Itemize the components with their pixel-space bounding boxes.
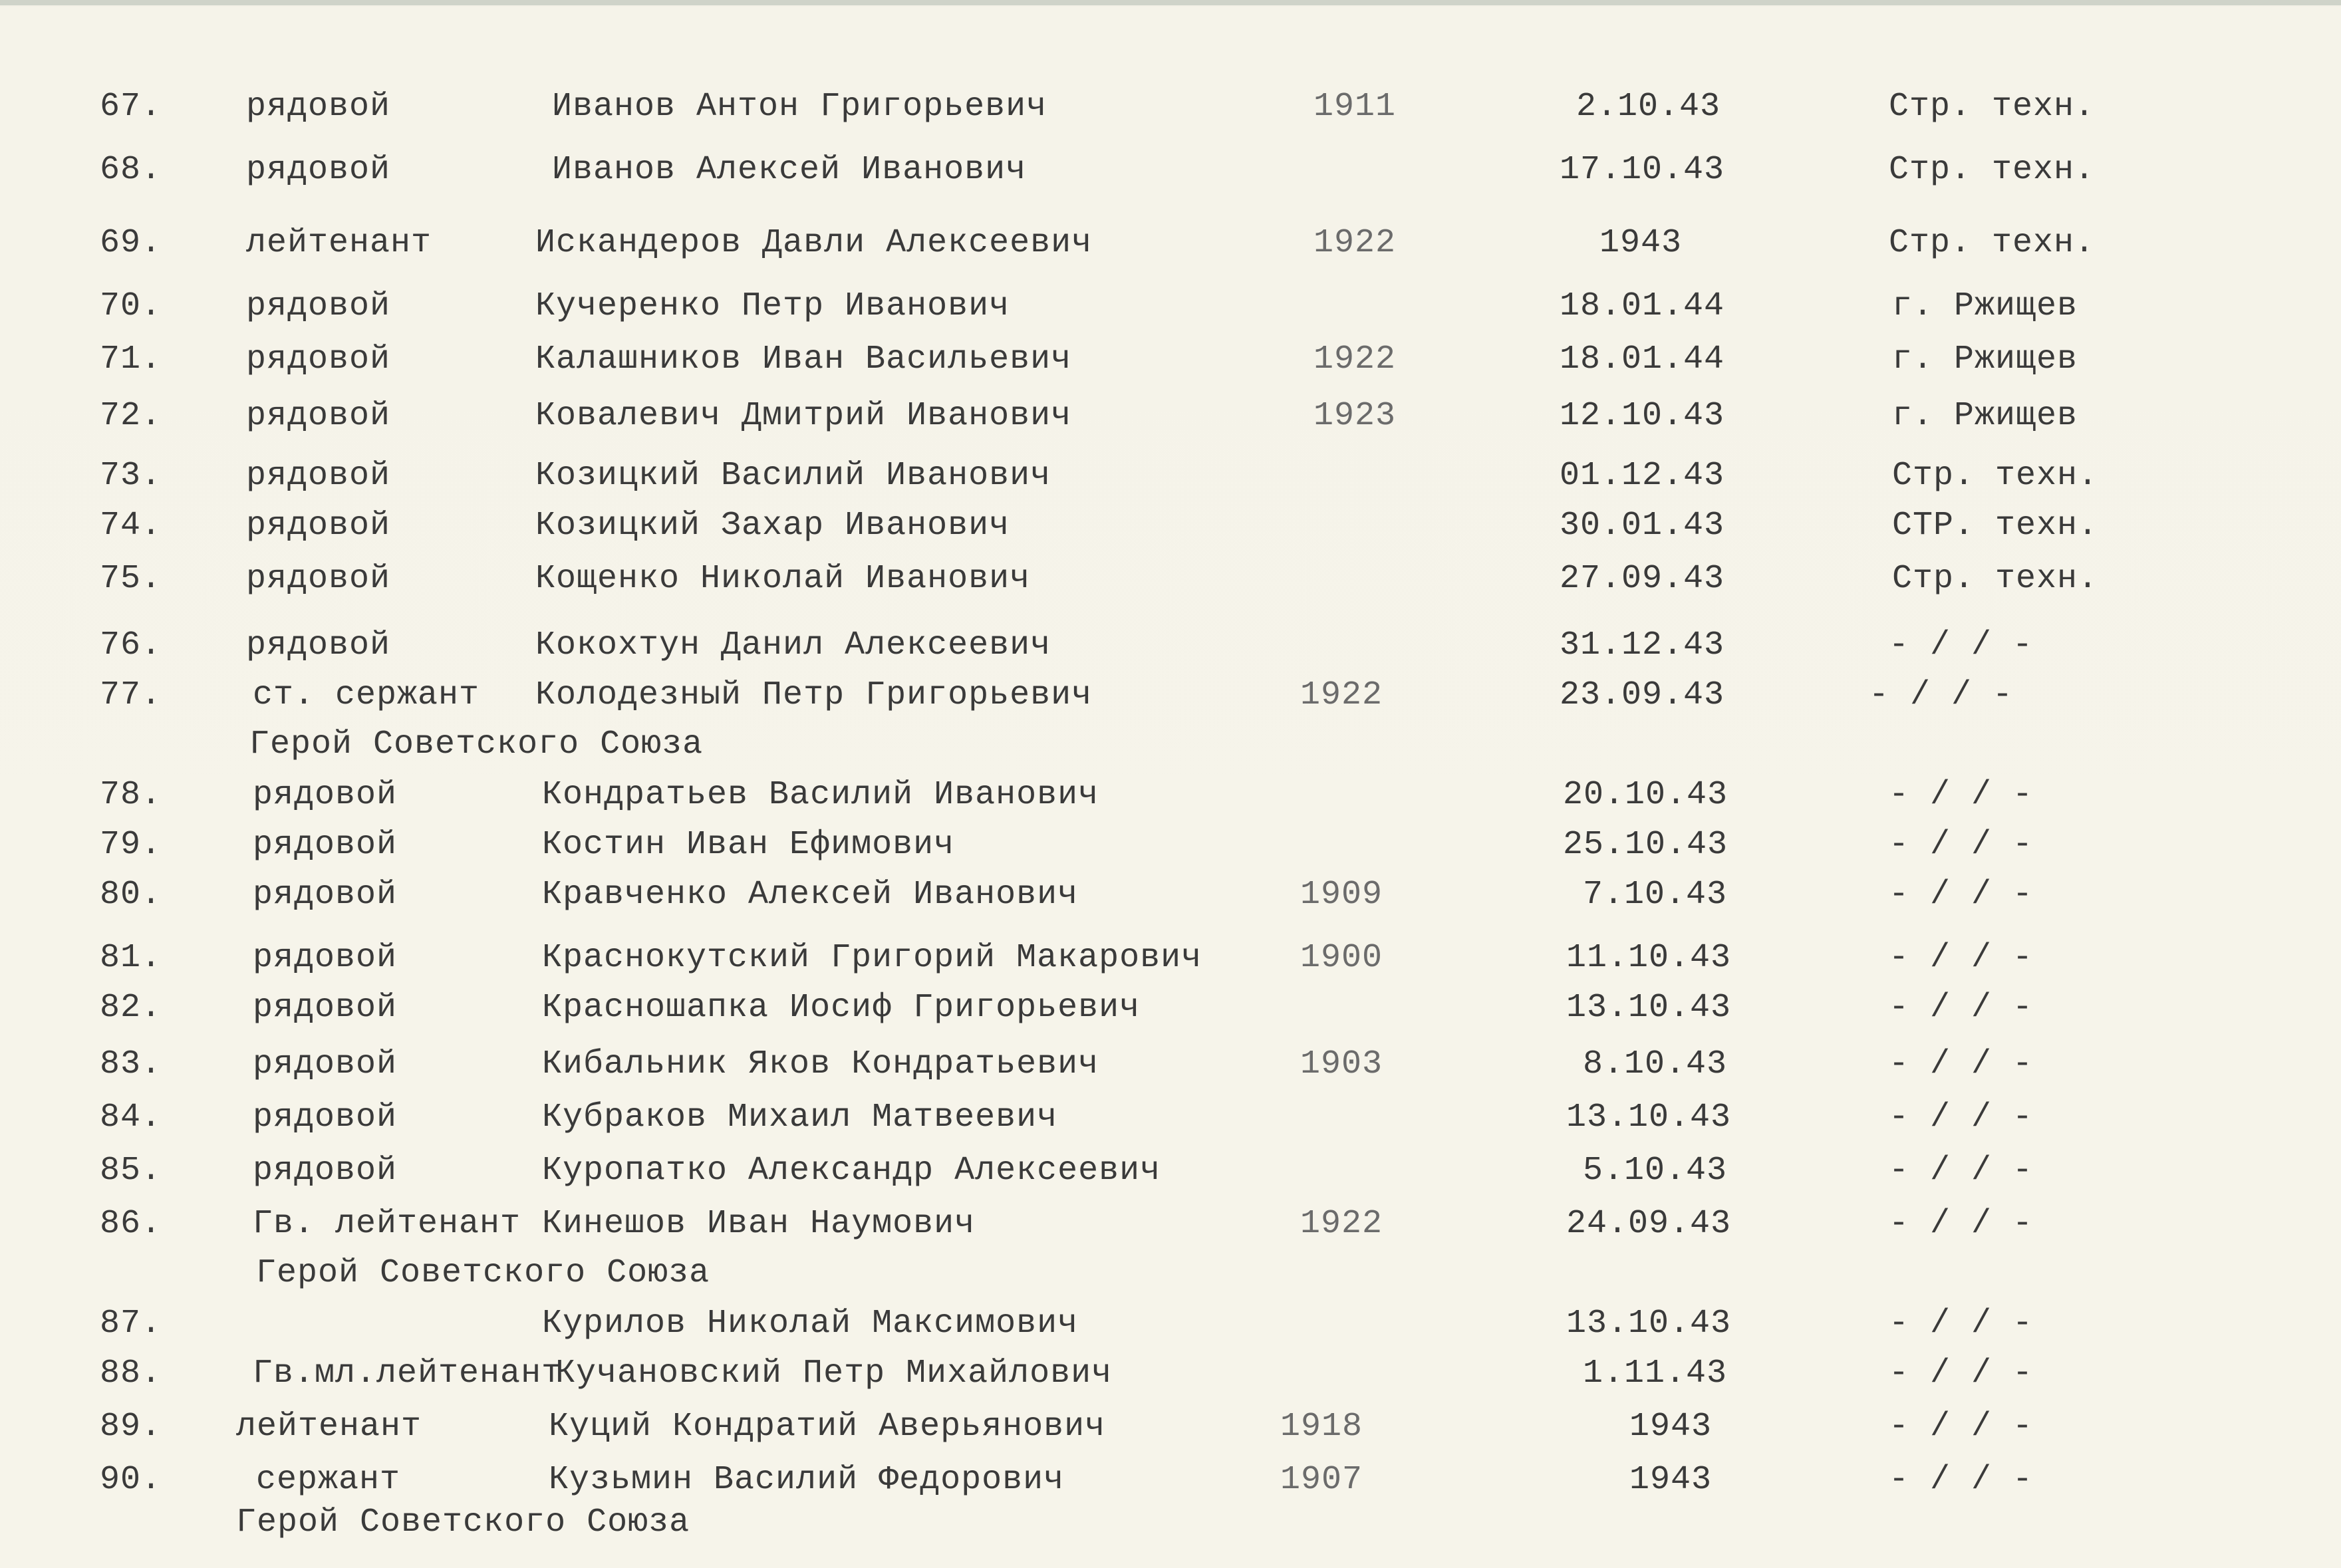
row-rank: рядовой (253, 826, 398, 864)
row-date: 27.09.43 (1560, 560, 1725, 598)
list-item (0, 984, 2341, 1032)
list-item (0, 672, 2341, 719)
row-number: 77. (100, 676, 162, 714)
row-place: - / / - (1889, 826, 2034, 864)
row-date: 12.10.43 (1560, 397, 1725, 435)
hero-note: Герой Советского Союза (249, 725, 704, 763)
row-place: г. Ржищев (1892, 287, 2078, 325)
row-year: 1911 (1313, 88, 1397, 126)
list-item (0, 1200, 2341, 1248)
row-name: Кондратьев Василий Иванович (542, 776, 1099, 814)
row-rank: лейтенант (246, 224, 432, 262)
row-name: Кучановский Петр Михайлович (555, 1355, 1113, 1392)
row-place: - / / - (1889, 1408, 2034, 1446)
row-number: 68. (100, 151, 162, 189)
row-place: г. Ржищев (1892, 340, 2078, 378)
row-name: Кибальник Яков Кондратьевич (542, 1045, 1099, 1083)
row-rank: Гв.мл.лейтенант (253, 1355, 563, 1392)
row-name: Куропатко Александр Алексеевич (542, 1152, 1161, 1190)
row-place: - / / - (1889, 1355, 2034, 1392)
list-item (0, 1094, 2341, 1142)
row-date: 13.10.43 (1566, 989, 1732, 1027)
row-number: 90. (100, 1461, 162, 1499)
row-year: 1922 (1300, 1205, 1383, 1243)
row-year: 1903 (1300, 1045, 1383, 1083)
row-rank: рядовой (246, 340, 391, 378)
row-rank: рядовой (246, 397, 391, 435)
row-number: 89. (100, 1408, 162, 1446)
row-year: 1907 (1280, 1461, 1363, 1499)
row-place: - / / - (1889, 876, 2034, 914)
hero-note: Герой Советского Союза (236, 1503, 690, 1541)
row-date: 01.12.43 (1560, 457, 1725, 495)
row-place: - / / - (1889, 1461, 2034, 1499)
row-place: - / / - (1889, 1045, 2034, 1083)
row-number: 81. (100, 939, 162, 977)
list-item (0, 1041, 2341, 1089)
row-rank: рядовой (246, 88, 391, 126)
row-date: 1.11.43 (1583, 1355, 1728, 1392)
row-number: 85. (100, 1152, 162, 1190)
row-name: Иванов Антон Григорьевич (552, 88, 1047, 126)
row-place: - / / - (1889, 776, 2034, 814)
row-name: Колодезный Петр Григорьевич (535, 676, 1093, 714)
row-rank: ст. сержант (253, 676, 480, 714)
list-item (0, 452, 2341, 500)
row-rank: рядовой (253, 939, 398, 977)
row-rank: лейтенант (236, 1408, 422, 1446)
row-rank: сержант (256, 1461, 401, 1499)
row-year: 1909 (1300, 876, 1383, 914)
row-date: 30.01.43 (1560, 507, 1725, 545)
row-place: Стр. техн. (1889, 151, 2096, 189)
row-place: г. Ржищев (1892, 397, 2078, 435)
row-rank: рядовой (253, 1045, 398, 1083)
row-number: 83. (100, 1045, 162, 1083)
row-place: Стр. техн. (1889, 88, 2096, 126)
row-date: 11.10.43 (1566, 939, 1732, 977)
row-place: Стр. техн. (1889, 224, 2096, 262)
row-place: - / / - (1889, 939, 2034, 977)
row-rank: рядовой (253, 876, 398, 914)
row-date: 1943 (1629, 1408, 1713, 1446)
row-place: - / / - (1889, 1205, 2034, 1243)
row-rank: рядовой (246, 626, 391, 664)
row-place: - / / - (1869, 676, 2014, 714)
list-item (0, 934, 2341, 982)
list-item (0, 392, 2341, 440)
row-place: - / / - (1889, 989, 2034, 1027)
row-number: 69. (100, 224, 162, 262)
row-rank: рядовой (246, 457, 391, 495)
list-item (0, 821, 2341, 869)
row-name: Ковалевич Дмитрий Иванович (535, 397, 1072, 435)
list-item (0, 146, 2341, 194)
row-year: 1900 (1300, 939, 1383, 977)
row-year: 1922 (1313, 224, 1397, 262)
row-name: Кузьмин Василий Федорович (549, 1461, 1065, 1499)
list-item (0, 219, 2341, 267)
row-rank: рядовой (253, 1152, 398, 1190)
row-date: 13.10.43 (1566, 1099, 1732, 1136)
row-place: - / / - (1889, 626, 2034, 664)
row-date: 5.10.43 (1583, 1152, 1728, 1190)
row-rank: рядовой (246, 560, 391, 598)
row-date: 7.10.43 (1583, 876, 1728, 914)
row-rank: рядовой (253, 1099, 398, 1136)
row-place: - / / - (1889, 1305, 2034, 1343)
row-name: Кинешов Иван Наумович (542, 1205, 976, 1243)
row-rank: рядовой (253, 989, 398, 1027)
row-number: 82. (100, 989, 162, 1027)
row-date: 1943 (1599, 224, 1683, 262)
row-number: 72. (100, 397, 162, 435)
list-item (0, 871, 2341, 919)
row-number: 70. (100, 287, 162, 325)
hero-note: Герой Советского Союза (256, 1254, 710, 1292)
row-number: 79. (100, 826, 162, 864)
list-item (0, 555, 2341, 603)
row-year: 1922 (1300, 676, 1383, 714)
list-item (0, 283, 2341, 330)
row-number: 84. (100, 1099, 162, 1136)
list-item (0, 1147, 2341, 1195)
row-name: Костин Иван Ефимович (542, 826, 955, 864)
row-number: 74. (100, 507, 162, 545)
row-number: 67. (100, 88, 162, 126)
row-number: 87. (100, 1305, 162, 1343)
list-item (0, 1456, 2341, 1504)
row-name: Курилов Николай Максимович (542, 1305, 1079, 1343)
row-date: 20.10.43 (1563, 776, 1728, 814)
row-date: 25.10.43 (1563, 826, 1728, 864)
row-name: Козицкий Захар Иванович (535, 507, 1010, 545)
row-name: Куций Кондратий Аверьянович (549, 1408, 1106, 1446)
row-name: Красношапка Иосиф Григорьевич (542, 989, 1141, 1027)
row-name: Кубраков Михаил Матвеевич (542, 1099, 1058, 1136)
row-name: Кокохтун Данил Алексеевич (535, 626, 1051, 664)
row-date: 18.01.44 (1560, 340, 1725, 378)
row-number: 76. (100, 626, 162, 664)
row-name: Калашников Иван Васильевич (535, 340, 1072, 378)
row-rank: рядовой (246, 151, 391, 189)
row-date: 13.10.43 (1566, 1305, 1732, 1343)
list-item (0, 622, 2341, 670)
row-rank: рядовой (246, 287, 391, 325)
row-rank: Гв. лейтенант (253, 1205, 521, 1243)
row-date: 2.10.43 (1576, 88, 1721, 126)
row-name: Иванов Алексей Иванович (552, 151, 1027, 189)
row-place: Стр. техн. (1892, 560, 2099, 598)
row-name: Краснокутский Григорий Макарович (542, 939, 1202, 977)
row-name: Искандеров Давли Алексеевич (535, 224, 1093, 262)
row-number: 71. (100, 340, 162, 378)
row-place: СТР. техн. (1892, 507, 2099, 545)
row-year: 1922 (1313, 340, 1397, 378)
list-item (0, 336, 2341, 384)
list-item (0, 1300, 2341, 1348)
row-date: 17.10.43 (1560, 151, 1725, 189)
list-item (0, 1403, 2341, 1451)
row-number: 75. (100, 560, 162, 598)
row-place: - / / - (1889, 1099, 2034, 1136)
row-year: 1918 (1280, 1408, 1363, 1446)
row-number: 86. (100, 1205, 162, 1243)
page-top-edge (0, 0, 2341, 5)
row-place: Стр. техн. (1892, 457, 2099, 495)
row-date: 1943 (1629, 1461, 1713, 1499)
row-number: 73. (100, 457, 162, 495)
row-name: Козицкий Василий Иванович (535, 457, 1051, 495)
row-year: 1923 (1313, 397, 1397, 435)
row-rank: рядовой (246, 507, 391, 545)
list-item (0, 1350, 2341, 1398)
row-number: 78. (100, 776, 162, 814)
row-place: - / / - (1889, 1152, 2034, 1190)
row-number: 80. (100, 876, 162, 914)
row-name: Кучеренко Петр Иванович (535, 287, 1010, 325)
row-date: 31.12.43 (1560, 626, 1725, 664)
list-item (0, 771, 2341, 819)
row-date: 24.09.43 (1566, 1205, 1732, 1243)
row-number: 88. (100, 1355, 162, 1392)
row-rank: рядовой (253, 776, 398, 814)
row-name: Кравченко Алексей Иванович (542, 876, 1079, 914)
row-date: 23.09.43 (1560, 676, 1725, 714)
list-item (0, 502, 2341, 550)
row-name: Кощенко Николай Иванович (535, 560, 1031, 598)
list-item (0, 83, 2341, 131)
row-date: 18.01.44 (1560, 287, 1725, 325)
row-date: 8.10.43 (1583, 1045, 1728, 1083)
